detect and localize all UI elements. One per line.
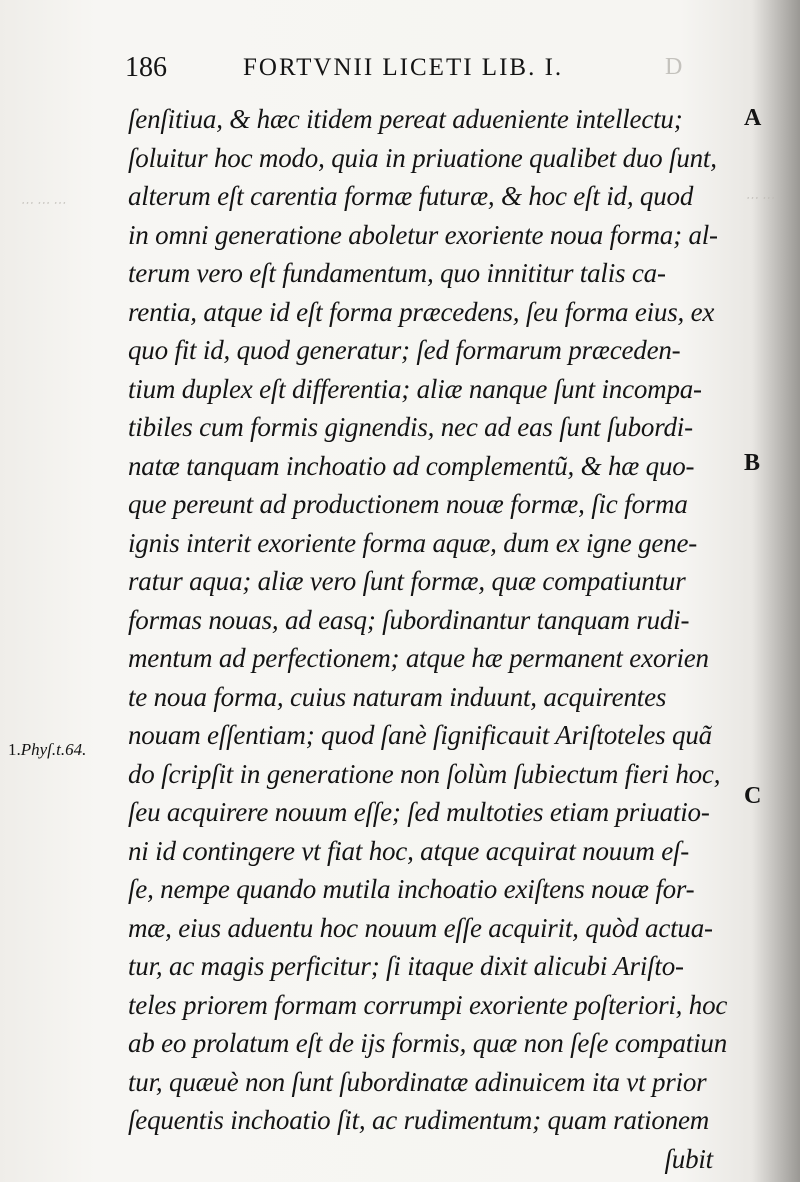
text-line: in omni generatione aboletur exoriente noua forma; al- [128, 219, 718, 250]
text-line: ab eo prolatum eſt de ijs formis, quæ non ſeſe compatiun [128, 1028, 728, 1058]
main-text-block [128, 100, 743, 1178]
text-line: terum vero eſt fundamentum, quo innititur talis ca- [128, 258, 666, 288]
text-line: alterum eſt carentia formæ futuræ, & hoc eſt id, quod [128, 181, 694, 211]
show-through-letter: D [665, 54, 683, 80]
catchword: ſubit [664, 1143, 713, 1174]
text-line: mæ, eius aduentu hoc nouum eſſe acquirit, quòd actua- [128, 912, 713, 943]
running-title: FORTVNII LICETI LIB. I. [243, 54, 564, 81]
text-line: tium duplex eſt differentia; aliæ nanque ſunt incompa- [128, 373, 702, 404]
text-line: ſoluitur hoc modo, quia in priuatione qualibet duo ſunt, [128, 142, 717, 173]
text-line: ni id contingere vt fiat hoc, atque acquirat nouum eſ- [128, 835, 690, 866]
text-line: ſenſitiua, & hæc itidem pereat adueniente intellectu; [128, 104, 683, 134]
text-line: ſe, nempe quando mutila inchoatio exiſtens nouæ for- [128, 874, 695, 904]
bleed-through-text-left: ⋯ ⋯ ⋯ [20, 195, 66, 210]
text-line: tur, quæuè non ſunt ſubordinatæ adinuicem ita vt prior [128, 1066, 707, 1097]
text-line: ratur aqua; aliæ vero ſunt formæ, quæ compatiuntur [128, 566, 686, 596]
text-line: teles priorem formam corrumpi exoriente poſteriori, hoc [128, 989, 728, 1020]
margin-citation [8, 740, 86, 760]
text-line: te noua forma, cuius naturam induunt, acquirentes [128, 681, 667, 712]
margin-citation-book: 1. [8, 740, 21, 759]
text-line: tibiles cum formis gignendis, nec ad eas ſunt ſubordi- [128, 412, 693, 442]
text-line: que pereunt ad productionem nouæ formæ, ſic forma [128, 489, 688, 519]
text-line: ignis interit exoriente forma aquæ, dum ex igne gene- [128, 527, 698, 558]
text-line: ſeu acquirere nouum eſſe; ſed multoties etiam priuatio- [128, 797, 710, 827]
bleed-through-text-right: ⋯ ⋯ [745, 190, 775, 205]
text-line: natæ tanquam inchoatio ad complementũ, & hæ quo- [128, 450, 695, 481]
page-header [125, 52, 725, 88]
text-line: quo fit id, quod generatur; ſed formarum præceden- [128, 335, 681, 365]
text-line: nouam eſſentiam; quod ſanè ſignificauit Ariſtoteles quã [128, 720, 712, 750]
page-number: 186 [125, 52, 167, 83]
section-letter-a: A [744, 105, 762, 131]
section-letter-b: B [744, 450, 761, 476]
text-line: do ſcripſit in generatione non ſolùm ſubiectum fieri hoc, [128, 758, 721, 789]
text-line: rentia, atque id eſt forma præcedens, ſeu forma eius, ex [128, 296, 715, 327]
margin-citation-ref: Phyſ.t.64. [20, 740, 87, 759]
text-line: mentum ad perfectionem; atque hæ permanent exorien [128, 643, 709, 673]
text-line: tur, ac magis perficitur; ſi itaque dixit alicubi Ariſto- [128, 951, 684, 981]
text-line: ſequentis inchoatio ſit, ac rudimentum; quam rationem [128, 1105, 710, 1135]
text-line: formas nouas, ad easq; ſubordinantur tanquam rudi- [128, 604, 690, 635]
section-letter-c: C [744, 783, 762, 809]
